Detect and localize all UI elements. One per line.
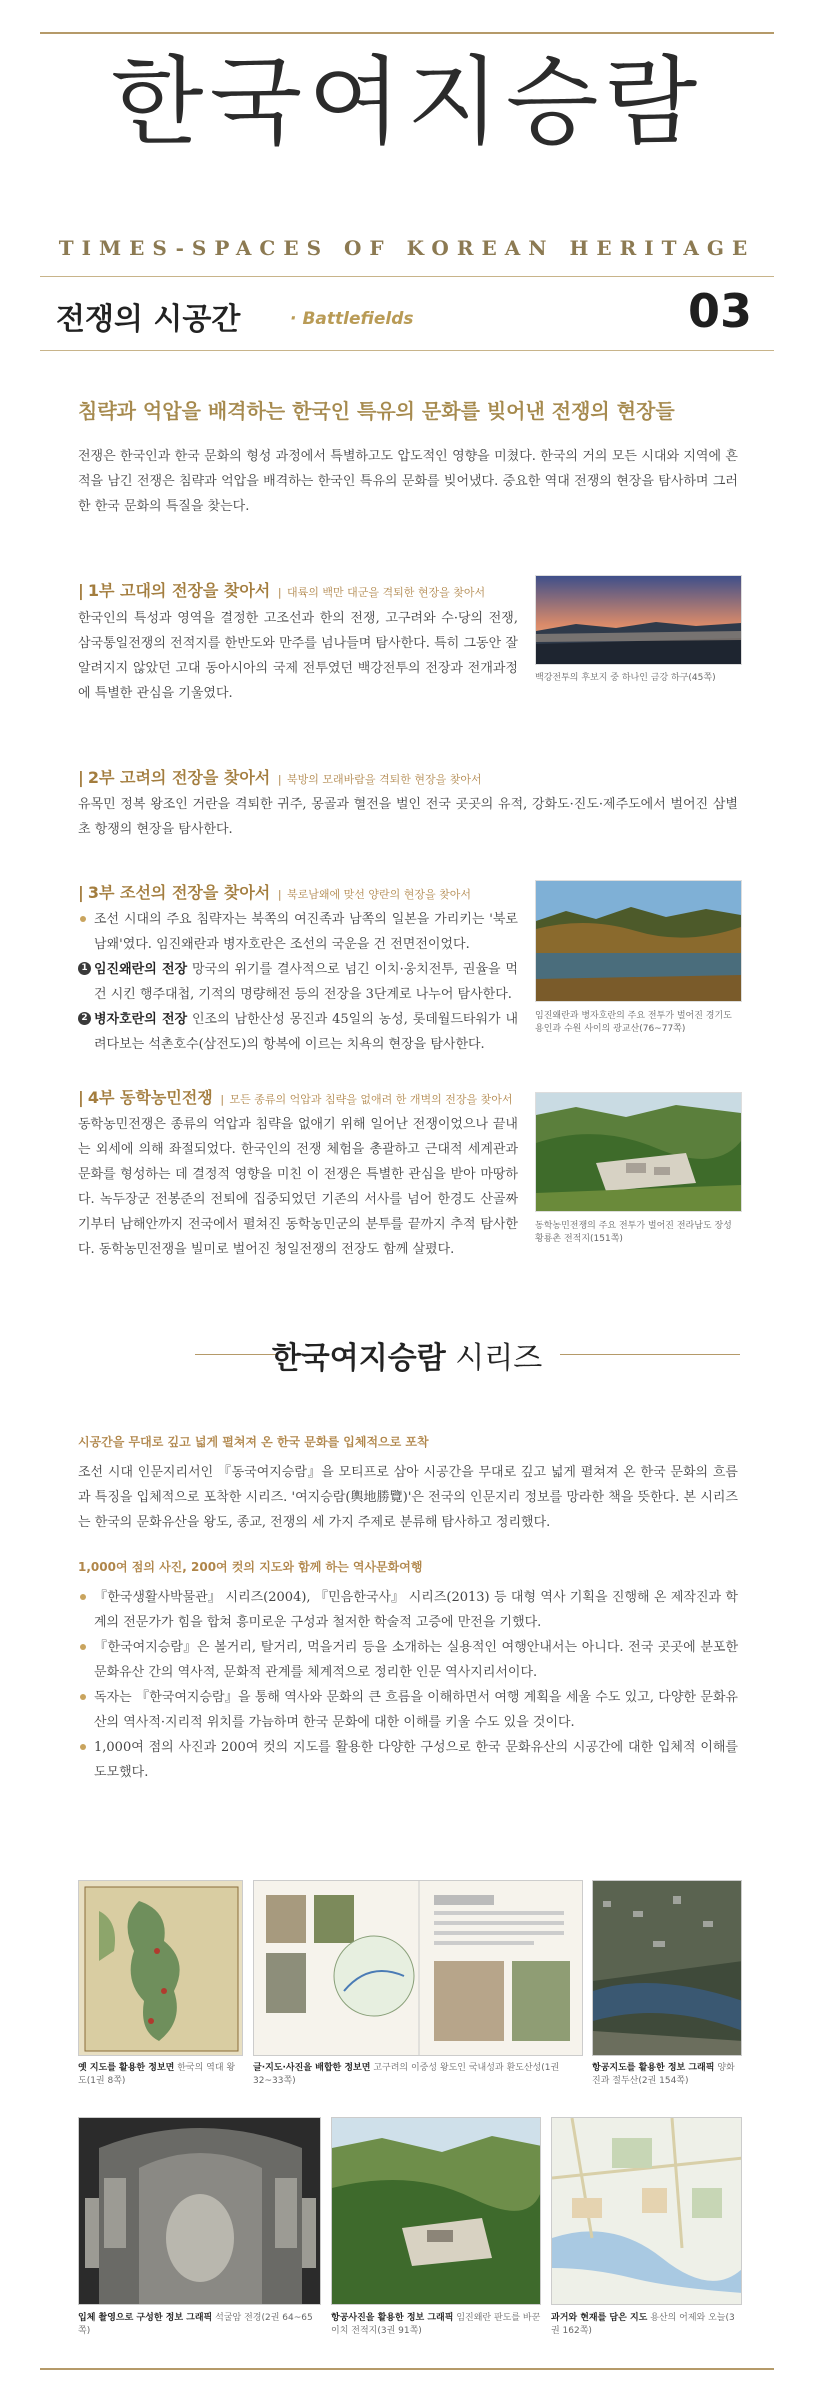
bullet-dot-icon bbox=[80, 1744, 86, 1750]
section-4-body: 동학농민전쟁은 종류의 억압과 침략을 없애기 위해 일어난 전쟁이었으나 끝내는 외세에 의해 좌절되었다. 한국인의 전쟁 체험을 총괄하고 근대적 세계관과 문화를 형성하는 데 결정적 영향을 미친 이 전쟁은 특별한 관심을 받아 마땅하다. 녹두장군 전봉준의 전퇴에 집중되었던 기존의 서사를 넘어 한경도 산골짜기부터 남해안까지 전국에서 펼쳐진 동학농민군의 분투를 끝까지 추적 탐사한다. 동학농민전쟁을 빌미로 벌어진 청일전쟁의 전장도 함께 살폈다. bbox=[78, 1117, 518, 1257]
series-title-suffix: 시리즈 bbox=[445, 1341, 543, 1376]
section-1-heading: | 1부 고대의 전장을 찾아서 | 대륙의 백만 대군을 격퇴한 현장을 찾아서 bbox=[78, 581, 486, 600]
series-head-1: 시공간을 무대로 깊고 넓게 펼쳐져 온 한국 문화를 입체적으로 포착 bbox=[78, 1435, 429, 1449]
item-2-label: 병자호란의 전장 bbox=[94, 1012, 188, 1027]
thumb-ichi-aerial bbox=[331, 2117, 541, 2305]
thumb-1-caption-bold: 옛 지도를 활용한 정보면 bbox=[78, 2063, 175, 2073]
photo-2-caption: 임진왜란과 병자호란의 주요 전투가 벌어진 경기도 용인과 수원 사이의 광교산(76~77쪽) bbox=[535, 1011, 732, 1034]
series-bullet-4 bbox=[78, 1735, 738, 1785]
series-bullet-3 bbox=[78, 1685, 738, 1735]
photo-gwanggyosan bbox=[535, 880, 742, 1002]
photo-1-caption: 백강전투의 후보지 중 하나인 금강 하구(45쪽) bbox=[535, 673, 716, 683]
thumb-4-caption-bold: 입체 촬영으로 구성한 정보 그래픽 bbox=[78, 2313, 213, 2323]
section-4-heading: | 4부 동학농민전쟁 | 모든 종류의 억압과 침략을 없애려 한 개벽의 전장을 찾아서 bbox=[78, 1088, 513, 1107]
section-4-title: 4부 동학농민전쟁 bbox=[87, 1088, 213, 1107]
bottom-rule bbox=[40, 2368, 774, 2370]
bullet-dot-icon bbox=[80, 1694, 86, 1700]
photo-geumgang-estuary bbox=[535, 575, 742, 665]
subtitle-en: TIMES-SPACES OF KOREAN HERITAGE bbox=[58, 236, 756, 260]
thumb-6-caption-text: 용산의 어제와 오늘(3권 162쪽) bbox=[551, 2313, 735, 2336]
thumb-5-caption-bold: 항공사진을 활용한 정보 그래픽 bbox=[331, 2313, 454, 2323]
lead-text: 침략과 억압을 배격하는 한국인 특유의 문화를 빚어낸 전쟁의 현장들 bbox=[78, 399, 675, 423]
volume-rule bbox=[40, 350, 774, 351]
thumb-6-caption bbox=[551, 2312, 742, 2338]
thumb-1-caption-text: 한국의 역대 왕도(1권 8쪽) bbox=[78, 2063, 236, 2086]
title-rule bbox=[40, 276, 774, 277]
series-rule-right bbox=[560, 1354, 740, 1355]
thumb-5-caption bbox=[331, 2312, 541, 2338]
section-3-item-2 bbox=[78, 1007, 518, 1057]
section-3-bullet-text: 조선 시대의 주요 침략자는 북쪽의 여진족과 남쪽의 일본을 가리키는 '북로남왜'였다. 임진왜란과 병자호란은 조선의 국운을 건 전면전이었다. bbox=[94, 912, 518, 952]
thumb-spread-layout bbox=[253, 1880, 583, 2056]
section-3-item-1 bbox=[78, 957, 518, 1007]
section-1-subtitle: 대륙의 백만 대군을 격퇴한 현장을 찾아서 bbox=[287, 586, 486, 599]
intro-paragraph: 전쟁은 한국인과 한국 문화의 형성 과정에서 특별하고도 압도적인 영향을 미쳤다. 한국의 거의 모든 시대와 지역에 흔적을 남긴 전쟁은 침략과 억압을 배격하는 한국인 특유의 문화를 빚어냈다. 중요한 역대 전쟁의 현장을 탐사하며 그러한 한국 문화의 특질을 찾는다. bbox=[78, 449, 738, 514]
item-1-label: 임진왜란의 전장 bbox=[94, 962, 188, 977]
series-bullet-text: 독자는 『한국여지승람』을 통해 역사와 문화의 큰 흐름을 이해하면서 여행 계획을 세울 수도 있고, 다양한 문화유산의 역사적·지리적 위치를 가늠하며 한국 문화에 대한 이해를 키울 수도 있을 것이다. bbox=[94, 1690, 738, 1730]
thumb-3-caption-bold: 항공지도를 활용한 정보 그래픽 bbox=[592, 2063, 715, 2073]
volume-number: 03 bbox=[687, 284, 752, 338]
section-2-title: 2부 고려의 전장을 찾아서 bbox=[87, 768, 271, 787]
section-3-bullet bbox=[78, 907, 518, 957]
thumb-2-caption-bold: 글·지도·사진을 배합한 정보면 bbox=[253, 2063, 371, 2073]
thumb-6-caption-bold: 과거와 현재를 담은 지도 bbox=[551, 2313, 648, 2323]
thumb-aerial-map bbox=[592, 1880, 742, 2056]
item-2-text: 인조의 남한산성 몽진과 45일의 농성, 롯데월드타워가 내려다보는 석촌호수(삼전도)의 항복에 이르는 치욕의 현장을 탐사한다. bbox=[94, 1012, 518, 1052]
thumb-2-caption bbox=[253, 2062, 583, 2088]
thumb-4-caption-text: 석굴암 전경(2권 64~65쪽) bbox=[78, 2313, 313, 2336]
number-1-icon: 1 bbox=[78, 962, 91, 975]
series-bullet-text: 1,000여 점의 사진과 200여 컷의 지도를 활용한 다양한 구성으로 한국 문화유산의 시공간에 대한 입체적 이해를 도모했다. bbox=[94, 1740, 738, 1780]
thumb-old-map bbox=[78, 1880, 243, 2056]
main-title: 한국여지승람 bbox=[110, 46, 704, 158]
section-1-title: 1부 고대의 전장을 찾아서 bbox=[87, 581, 271, 600]
series-head-2: 1,000여 점의 사진, 200여 컷의 지도와 함께 하는 역사문화여행 bbox=[78, 1560, 423, 1574]
section-3-heading: | 3부 조선의 전장을 찾아서 | 북로남왜에 맞선 양란의 현장을 찾아서 bbox=[78, 883, 472, 902]
section-1-body: 한국인의 특성과 영역을 결정한 고조선과 한의 전쟁, 고구려와 수·당의 전쟁, 삼국통일전쟁의 전적지를 한반도와 만주를 넘나들며 탐사한다. 특히 그동안 잘 알려지지 않았던 고대 동아시아의 국제 전투였던 백강전투의 전장과 전개과정에 특별한 관심을 기울였다. bbox=[78, 611, 518, 701]
thumb-1-caption bbox=[78, 2062, 243, 2088]
thumb-seokguram bbox=[78, 2117, 321, 2305]
volume-title: 전쟁의 시공간 bbox=[56, 302, 241, 337]
section-2-body: 유목민 정복 왕조인 거란을 격퇴한 귀주, 몽골과 혈전을 벌인 전국 곳곳의 유적, 강화도·진도·제주도에서 벌어진 삼별초 항쟁의 현장을 탐사한다. bbox=[78, 797, 738, 837]
number-2-icon: 2 bbox=[78, 1012, 91, 1025]
thumb-yongsan-map bbox=[551, 2117, 742, 2305]
series-title bbox=[0, 1333, 814, 1377]
top-rule bbox=[40, 32, 774, 34]
thumb-5-caption-text: 임진왜란 판도를 바꾼 이치 전적지(3권 91쪽) bbox=[331, 2313, 541, 2336]
volume-title-en: · Battlefields bbox=[290, 309, 414, 329]
section-3-body bbox=[78, 907, 518, 1057]
series-title-name: 한국여지승람 bbox=[271, 1341, 446, 1376]
section-3-subtitle: 북로남왜에 맞선 양란의 현장을 찾아서 bbox=[287, 888, 472, 901]
photo-hwangryongchon bbox=[535, 1092, 742, 1212]
series-bullet-text: 『한국여지승람』은 볼거리, 탈거리, 먹을거리 등을 소개하는 실용적인 여행안내서는 아니다. 전국 곳곳에 분포한 문화유산 간의 역사적, 문화적 관계를 체계적으로 정리한 인문 역사지리서이다. bbox=[94, 1640, 738, 1680]
section-4-subtitle: 모든 종류의 억압과 침략을 없애려 한 개벽의 전장을 찾아서 bbox=[229, 1093, 513, 1106]
thumb-3-caption bbox=[592, 2062, 742, 2088]
series-bullet-1 bbox=[78, 1585, 738, 1635]
bullet-dot-icon bbox=[80, 1594, 86, 1600]
section-3-title: 3부 조선의 전장을 찾아서 bbox=[87, 883, 271, 902]
section-2-heading: | 2부 고려의 전장을 찾아서 | 북방의 모래바람을 격퇴한 현장을 찾아서 bbox=[78, 768, 482, 787]
item-1-text: 망국의 위기를 결사적으로 넘긴 이치·웅치전투, 권율을 먹건 시킨 행주대첩, 기적의 명량해전 등의 전장을 3단계로 나누어 탐사한다. bbox=[94, 962, 518, 1002]
photo-3-caption: 동학농민전쟁의 주요 전투가 벌어진 전라남도 장성 황룡촌 전적지(151쪽) bbox=[535, 1221, 732, 1244]
bullet-dot-icon bbox=[80, 916, 86, 922]
bullet-dot-icon bbox=[80, 1644, 86, 1650]
series-body-1: 조선 시대 인문지리서인 『동국여지승람』을 모티프로 삼아 시공간을 무대로 깊고 넓게 펼쳐져 온 한국 문화의 흐름과 특징을 입체적으로 포착한 시리즈. '여지승람(輿地勝覽)'은 전국의 인문지리 정보를 망라한 책을 뜻한다. 본 시리즈는 한국의 문화유산을 왕도, 종교, 전쟁의 세 가지 주제로 분류해 탐사하고 정리했다. bbox=[78, 1465, 738, 1530]
section-2-subtitle: 북방의 모래바람을 격퇴한 현장을 찾아서 bbox=[287, 773, 482, 786]
series-bullet-2 bbox=[78, 1635, 738, 1685]
thumb-3-caption-text: 양화진과 절두산(2권 154쪽) bbox=[592, 2063, 735, 2086]
thumb-4-caption bbox=[78, 2312, 321, 2338]
series-bullet-text: 『한국생활사박물관』 시리즈(2004), 『민음한국사』 시리즈(2013) 등 대형 역사 기획을 진행해 온 제작진과 학계의 전문가가 힘을 합쳐 흥미로운 구성과 철저한 학술적 고증에 만전을 기했다. bbox=[94, 1590, 738, 1630]
series-bullets bbox=[78, 1585, 738, 1785]
thumb-2-caption-text: 고구려의 이중성 왕도인 국내성과 환도산성(1권 32~33쪽) bbox=[253, 2063, 560, 2086]
